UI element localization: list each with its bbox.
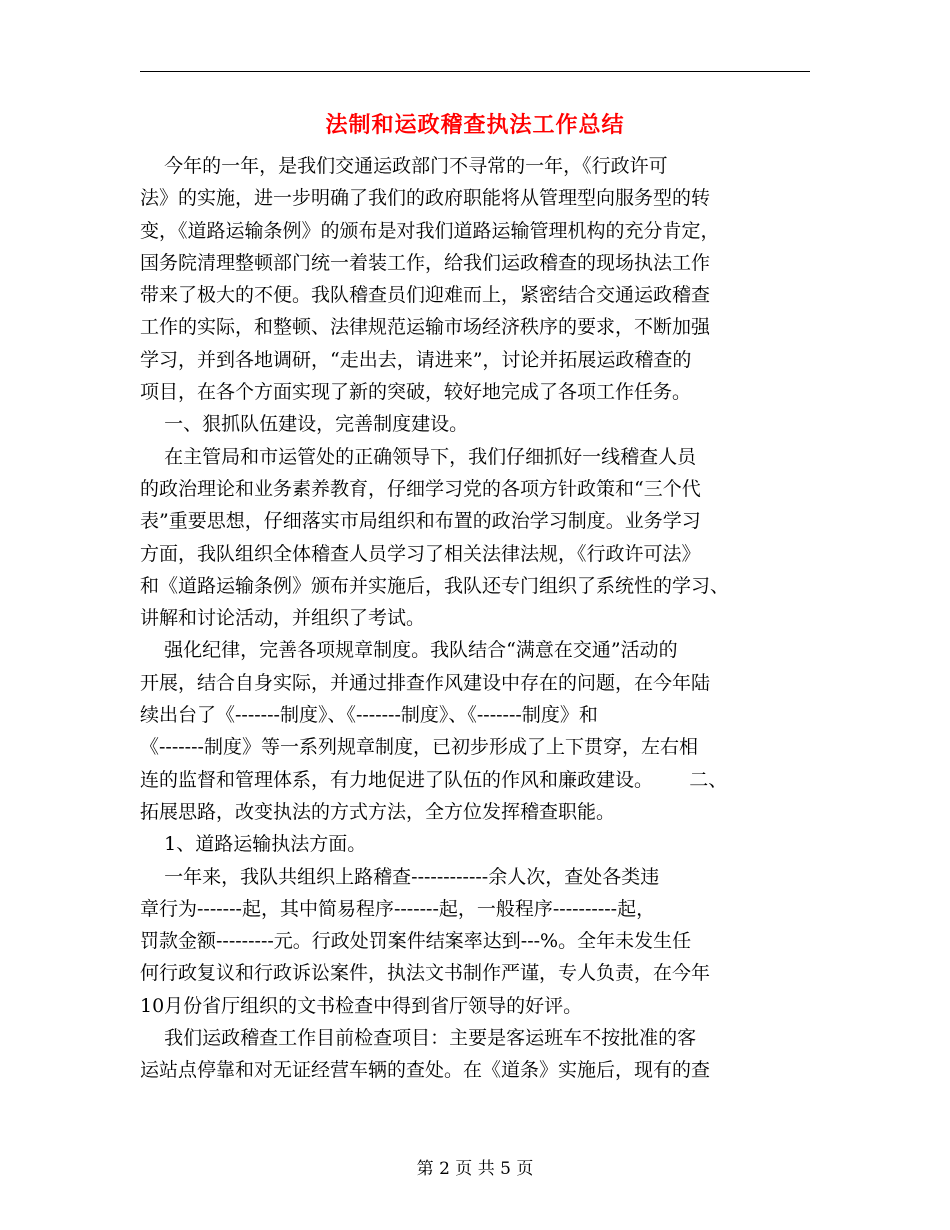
body-line: 变，《道路运输条例》的颁布是对我们道路运输管理机构的充分肯定， (140, 219, 720, 242)
page-number: 第 2 页 共 5 页 (416, 1159, 534, 1179)
body-line: 10月份省厅组织的文书检查中得到省厅领导的好评。 (140, 994, 583, 1017)
body-line: 连的监督和管理体系，有力地促进了队伍的作风和廉政建设。 二、 (140, 768, 728, 791)
body-line: 《-------制度》等一系列规章制度，已初步形成了上下贯穿，左右相 (140, 736, 698, 759)
section-heading: 一、狠抓队伍建设，完善制度建设。 (140, 413, 469, 436)
body-line: 开展，结合自身实际，并通过排查作风建设中存在的问题，在今年陆 (140, 671, 711, 694)
document-body (140, 150, 810, 1087)
body-line: 一年来，我队共组织上路稽查------------余人次，查处各类违 (140, 865, 660, 888)
body-line: 和《道路运输条例》颁布并实施后，我队还专门组织了系统性的学习、 (140, 574, 730, 597)
body-line: 强化纪律，完善各项规章制度。我队结合“满意在交通”活动的 (140, 639, 678, 662)
body-line: 在主管局和市运管处的正确领导下，我们仔细抓好一线稽查人员 (140, 445, 697, 468)
document-title: 法制和运政稽查执法工作总结 (325, 112, 625, 138)
section-heading: 拓展思路，改变执法的方式方法，全方位发挥稽查职能。 (140, 800, 616, 823)
body-line: 法》的实施，进一步明确了我们的政府职能将从管理型向服务型的转 (140, 187, 711, 210)
body-line: 方面，我队组织全体稽查人员学习了相关法律法规，《行政许可法》 (140, 542, 701, 565)
body-line: 项目，在各个方面实现了新的突破，较好地完成了各项工作任务。 (140, 381, 692, 404)
body-line: 今年的一年，是我们交通运政部门不寻常的一年，《行政许可 (140, 155, 668, 177)
body-line: 带来了极大的不便。我队稽查员们迎难而上，紧密结合交通运政稽查 (140, 284, 711, 307)
body-line: 续出台了《-------制度》、《-------制度》、《-------制度》和 (140, 704, 598, 727)
body-line: 的政治理论和业务素养教育，仔细学习党的各项方针政策和“三个代 (140, 477, 701, 500)
subsection-heading: 1、道路运输执法方面。 (140, 833, 367, 856)
body-line: 我们运政稽查工作目前检查项目：主要是客运班车不按批准的客 (140, 1027, 697, 1050)
body-line: 工作的实际，和整顿、法律规范运输市场经济秩序的要求，不断加强 (140, 316, 711, 339)
body-line: 罚款金额---------元。行政处罚案件结案率达到---%。全年未发生任 (140, 930, 692, 953)
body-line: 运站点停靠和对无证经营车辆的查处。在《道条》实施后，现有的查 (140, 1059, 711, 1082)
body-line: 章行为-------起，其中简易程序-------起，一般程序----------起， (140, 897, 656, 920)
body-line: 讲解和讨论活动，并组织了考试。 (140, 607, 426, 630)
body-line: 何行政复议和行政诉讼案件，执法文书制作严谨，专人负责，在今年 (140, 962, 711, 985)
body-line: 表”重要思想，仔细落实市局组织和布置的政治学习制度。业务学习 (140, 510, 701, 533)
body-line: 国务院清理整顿部门统一着装工作，给我们运政稽查的现场执法工作 (140, 251, 711, 274)
header-rule (140, 71, 810, 72)
body-line: 学习，并到各地调研，“走出去，请进来”，讨论并拓展运政稽查的 (140, 348, 692, 371)
